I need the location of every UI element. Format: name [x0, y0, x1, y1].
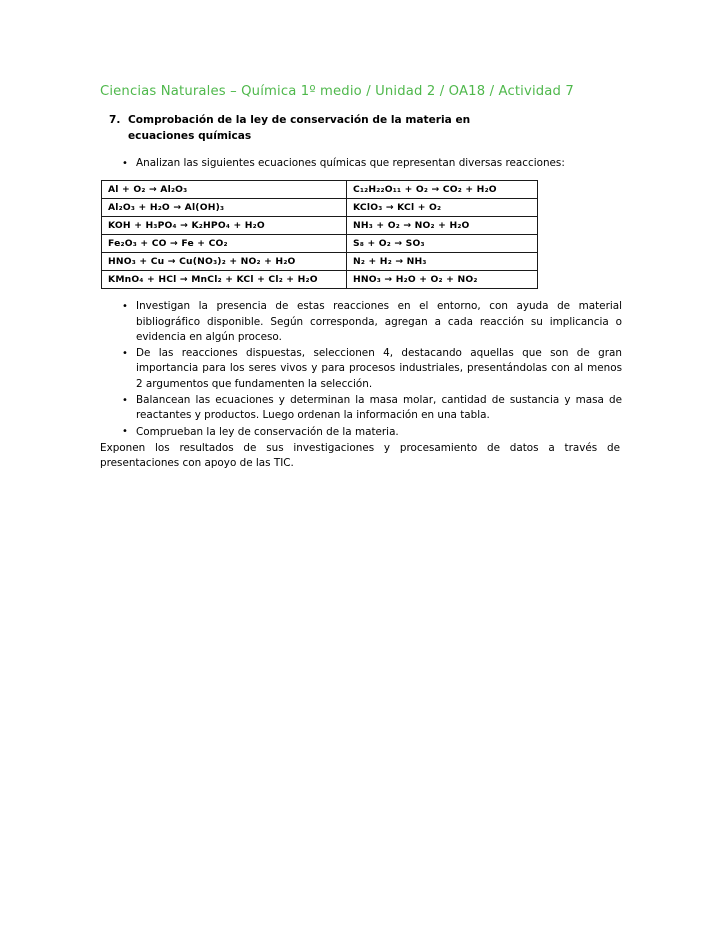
table-row — [102, 253, 538, 271]
equation-text: Fe₂O₃ + CO → Fe + CO₂ — [108, 238, 228, 250]
equation-cell — [347, 199, 538, 217]
equations-table — [101, 180, 538, 289]
equation-cell — [347, 271, 538, 289]
equation-cell — [347, 217, 538, 235]
equation-cell — [347, 235, 538, 253]
table-row — [102, 271, 538, 289]
equation-text: Al₂O₃ + H₂O → Al(OH)₃ — [108, 202, 225, 214]
equation-cell — [102, 235, 347, 253]
equation-text: KOH + H₃PO₄ → K₂HPO₄ + H₂O — [108, 220, 265, 232]
activity-title: Comprobación de la ley de conservación de la materia en ecuaciones químicas — [128, 114, 471, 142]
closing-paragraph: Exponen los resultados de sus investigaciones y procesamiento de datos a través de presentaciones con apoyo de las TIC. — [100, 441, 620, 470]
table-row — [102, 235, 538, 253]
list-item: • Comprueban la ley de conservación de la materia. — [100, 425, 622, 440]
intro-bullet-list — [100, 156, 622, 171]
table-row — [102, 199, 538, 217]
equation-text: N₂ + H₂ → NH₃ — [353, 256, 427, 268]
table-row — [102, 217, 538, 235]
equation-cell — [102, 199, 347, 217]
equation-text: C₁₂H₂₂O₁₁ + O₂ → CO₂ + H₂O — [353, 184, 497, 196]
activity-number: 7. — [109, 114, 121, 126]
equation-text: HNO₃ → H₂O + O₂ + NO₂ — [353, 274, 478, 286]
equation-cell — [102, 253, 347, 271]
equation-text: KMnO₄ + HCl → MnCl₂ + KCl + Cl₂ + H₂O — [108, 274, 318, 286]
list-item: • Investigan la presencia de estas reacciones en el entorno, con ayuda de material bibliográfico disponible. Según corresponda, agregan a cada reacción su implicancia o evidencia en algún proceso. — [100, 299, 622, 345]
equation-cell — [102, 217, 347, 235]
list-item: • Analizan las siguientes ecuaciones químicas que representan diversas reacciones: — [100, 156, 622, 171]
equations-table-body — [102, 181, 538, 289]
list-item: • De las reacciones dispuestas, seleccionen 4, destacando aquellas que son de gran importancia para los seres vivos y para procesos industriales, presentándolas con al menos 2 argumentos que fundamenten la selección. — [100, 346, 622, 392]
equation-text: S₈ + O₂ → SO₃ — [353, 238, 425, 250]
list-item: • Balancean las ecuaciones y determinan la masa molar, cantidad de sustancia y masa de reactantes y productos. Luego ordenan la información en una tabla. — [100, 393, 622, 424]
equation-cell — [347, 181, 538, 199]
equation-text: KClO₃ → KCl + O₂ — [353, 202, 442, 214]
equation-cell — [102, 271, 347, 289]
document-content — [100, 83, 622, 472]
equation-text: HNO₃ + Cu → Cu(NO₃)₂ + NO₂ + H₂O — [108, 256, 296, 268]
breadcrumb: Ciencias Naturales – Química 1º medio / Unidad 2 / OA18 / Actividad 7 — [100, 84, 574, 99]
activity-heading — [100, 113, 622, 144]
tasks-bullet-list — [100, 299, 622, 440]
equation-text: NH₃ + O₂ → NO₂ + H₂O — [353, 220, 470, 232]
equation-cell — [347, 253, 538, 271]
equation-text: Al + O₂ → Al₂O₃ — [108, 184, 188, 196]
equation-cell — [102, 181, 347, 199]
table-row — [102, 181, 538, 199]
